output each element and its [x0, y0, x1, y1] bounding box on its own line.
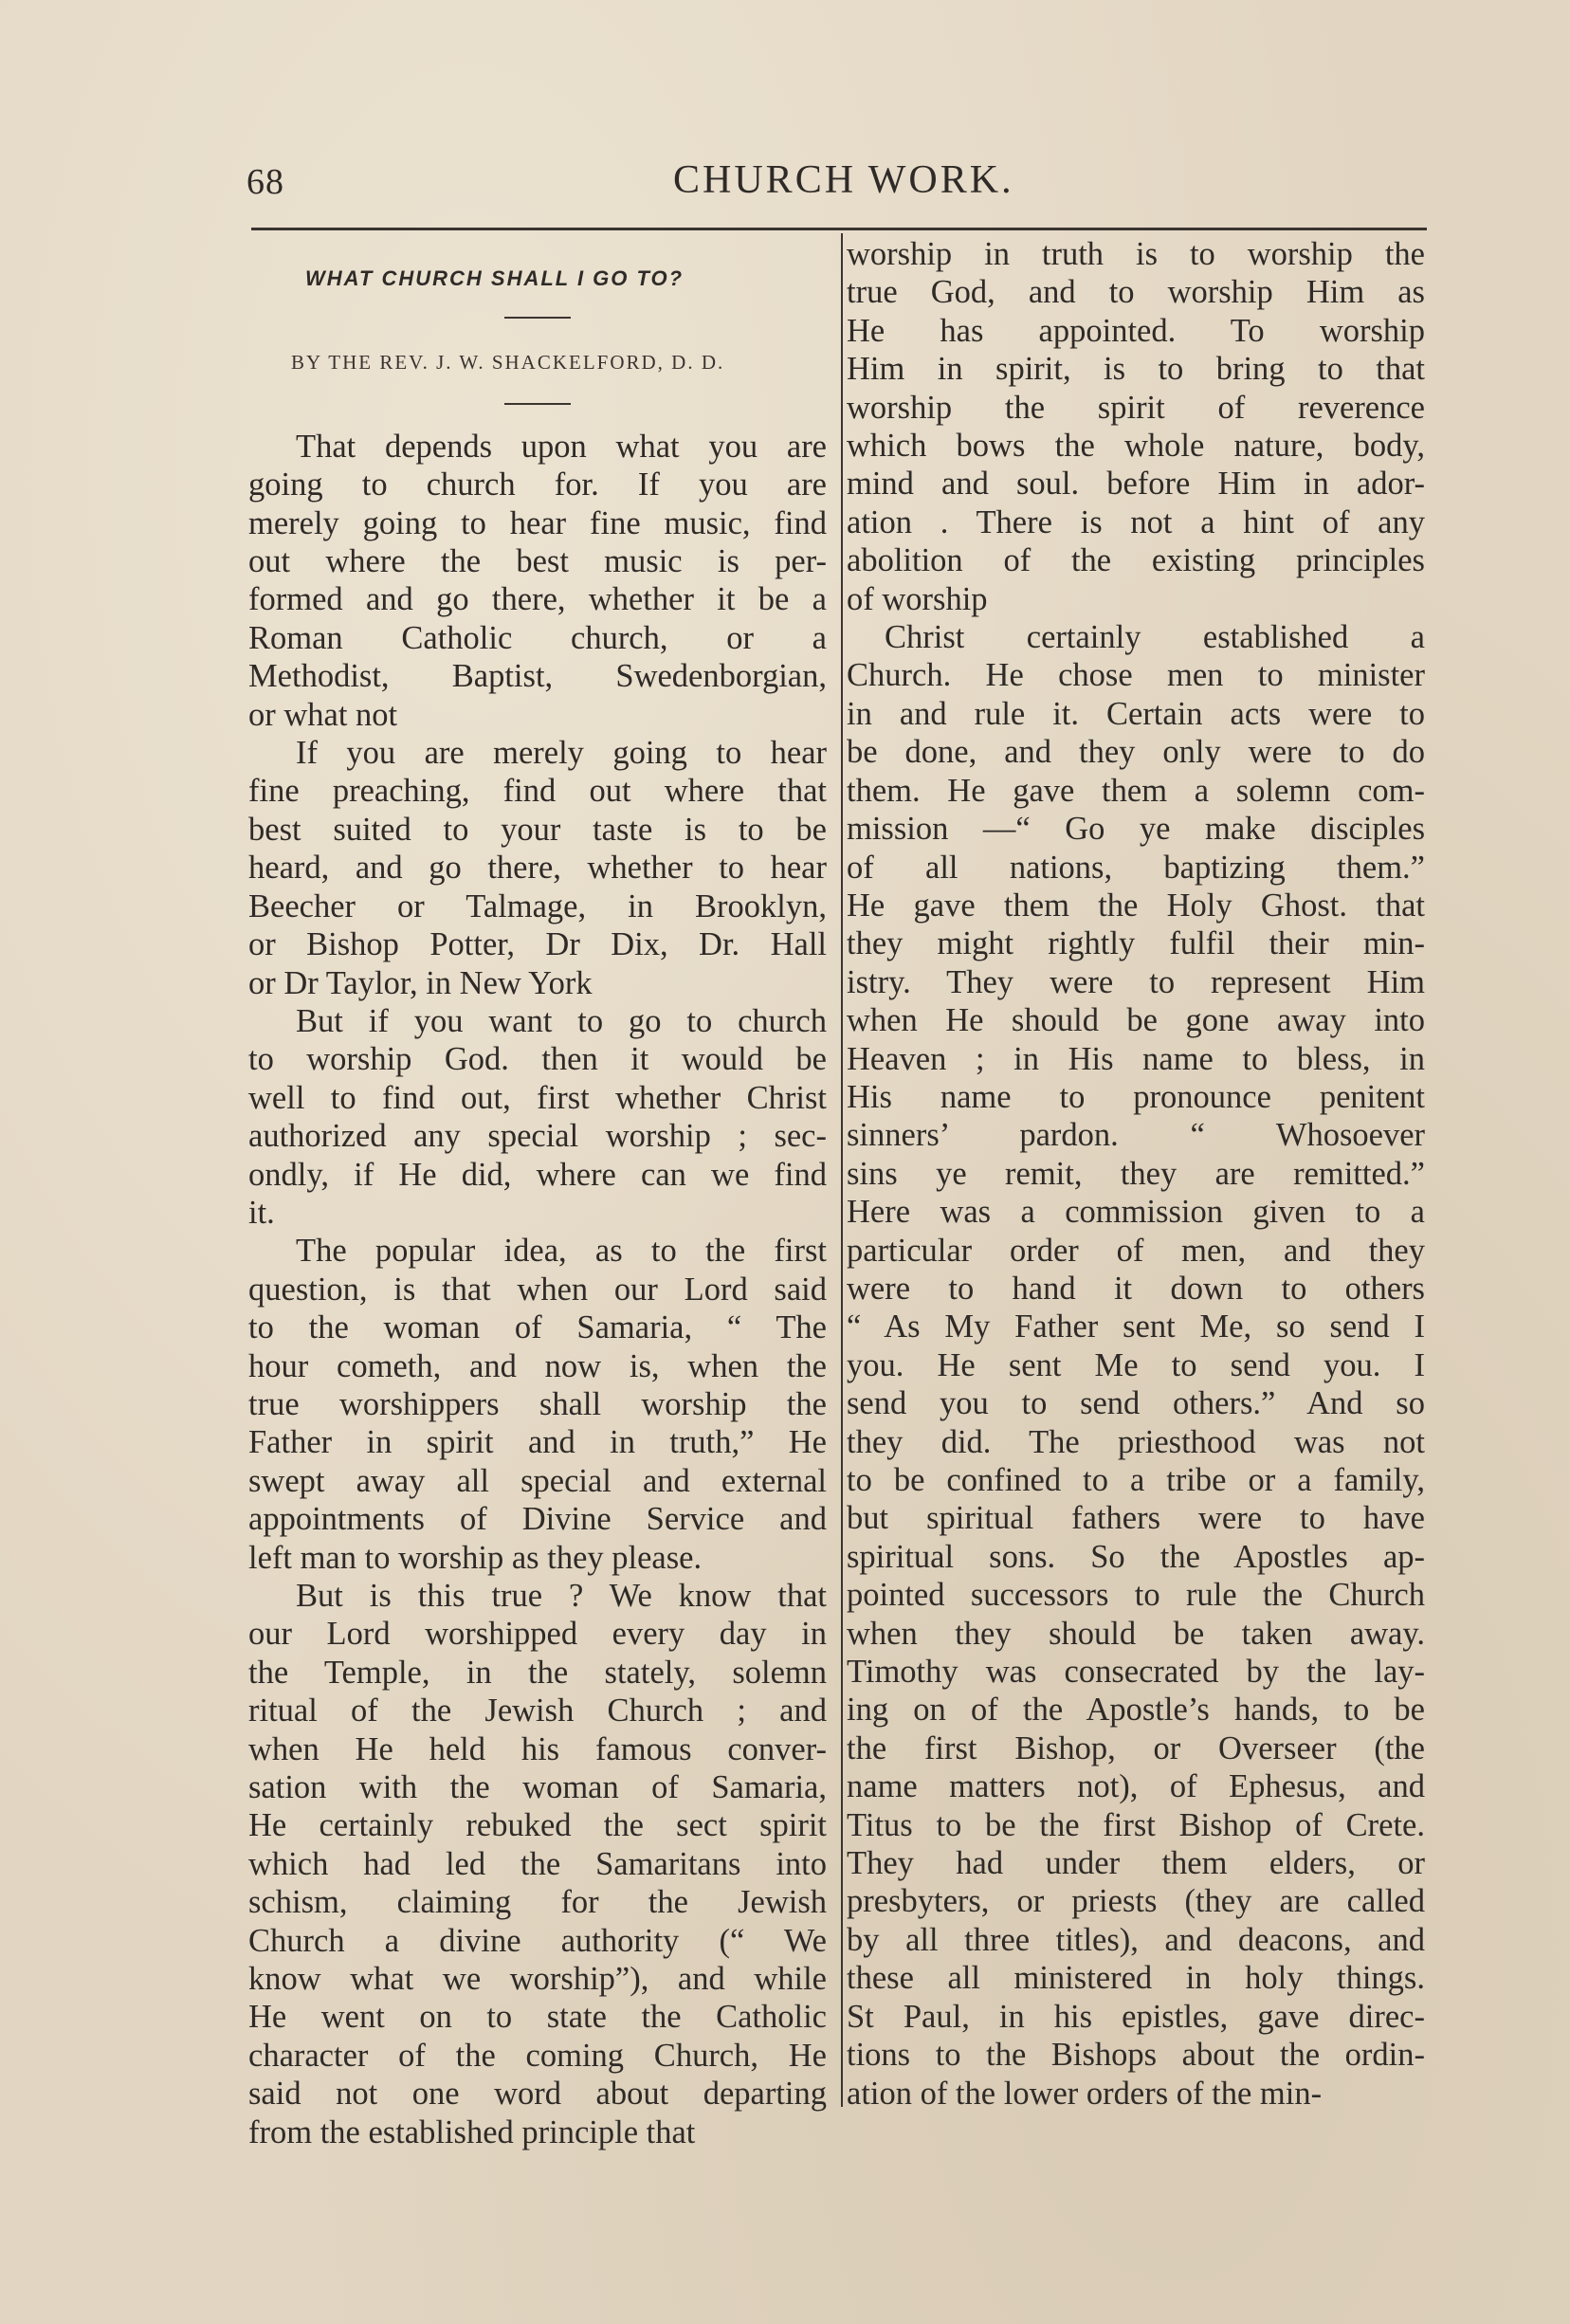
text-line: Church. He chose men to minister [847, 657, 1425, 694]
text-line: Timothy was consecrated by the lay- [847, 1654, 1425, 1691]
text-line: The popular idea, as to the first [296, 1233, 827, 1270]
text-line: true God, and to worship Him as [847, 274, 1425, 311]
text-line: abolition of the existing principles [847, 542, 1425, 579]
paragraph [847, 235, 1425, 618]
text-line: from the established principle that [248, 2114, 696, 2150]
text-line: spiritual sons. So the Apostles ap- [847, 1538, 1425, 1575]
text-line: That depends upon what you are [296, 428, 827, 465]
text-line: ritual of the Jewish Church ; and [248, 1693, 827, 1729]
text-line: by all three titles), and deacons, and [847, 1921, 1425, 1958]
text-line: or Dr Taylor, in New York [248, 964, 593, 1001]
text-line: name matters not), of Ephesus, and [847, 1768, 1425, 1805]
text-line: authorized any special worship ; sec- [248, 1118, 827, 1155]
text-line: question, is that when our Lord said [248, 1271, 827, 1308]
text-line: Christ certainly established a [885, 619, 1425, 656]
text-line: Methodist, Baptist, Swedenborgian, [248, 658, 827, 695]
text-line: But is this true ? We know that [296, 1578, 827, 1614]
text-line: tions to the Bishops about the ordin- [847, 2037, 1425, 2074]
text-line: said not one word about departing [248, 2076, 827, 2113]
text-line: them. He gave them a solemn com- [847, 772, 1425, 809]
text-line: istry. They were to represent Him [847, 963, 1425, 1000]
text-line: sinners’ pardon. “ Whosoever [847, 1117, 1425, 1154]
text-line: they did. The priesthood was not [847, 1423, 1425, 1460]
text-line: well to find out, first whether Christ [248, 1079, 827, 1116]
article-byline: BY THE REV. J. W. SHACKELFORD, D. D. [291, 351, 725, 375]
text-line: to worship God. then it would be [248, 1041, 827, 1078]
text-line: “ As My Father sent Me, so send I [847, 1308, 1425, 1345]
text-line: of worship [847, 580, 988, 617]
text-line: you. He sent Me to send you. I [847, 1346, 1425, 1383]
text-line: St Paul, in his epistles, gave direc- [847, 1998, 1425, 2035]
text-line: Him in spirit, is to bring to that [847, 351, 1425, 388]
text-line: to the woman of Samaria, “ The [248, 1309, 827, 1346]
page-number: 68 [246, 162, 284, 202]
right-column-body [847, 235, 1425, 2113]
text-line: Here was a commission given to a [847, 1194, 1425, 1231]
text-line: it. [248, 1194, 275, 1231]
text-line: He has appointed. To worship [847, 312, 1425, 349]
text-line: schism, claiming for the Jewish [248, 1884, 827, 1921]
text-line: best suited to your taste is to be [248, 811, 827, 848]
text-line: mission —“ Go ye make disciples [847, 811, 1425, 848]
text-line: or what not [248, 696, 398, 733]
text-line: ation of the lower orders of the min- [847, 2075, 1323, 2112]
text-line: going to church for. If you are [248, 467, 827, 503]
text-line: which bows the whole nature, body, [847, 428, 1425, 465]
paragraph [248, 1232, 827, 1577]
header-rule [251, 228, 1427, 230]
text-line: of all nations, baptizing them.” [847, 849, 1425, 886]
paragraph [847, 618, 1425, 2113]
text-line: Father in spirit and in truth,” He [248, 1424, 827, 1461]
text-line: were to hand it down to others [847, 1270, 1425, 1307]
text-line: worship the spirit of reverence [847, 389, 1425, 426]
text-line: mind and soul. before Him in ador- [847, 466, 1425, 503]
text-line: these all ministered in holy things. [847, 1960, 1425, 1997]
text-line: pointed successors to rule the Church [847, 1577, 1425, 1614]
text-line: our Lord worshipped every day in [248, 1616, 827, 1653]
text-line: ation . There is not a hint of any [847, 503, 1425, 540]
text-line: Heaven ; in His name to bless, in [847, 1040, 1425, 1077]
text-line: send you to send others.” And so [847, 1385, 1425, 1422]
text-line: in and rule it. Certain acts were to [847, 695, 1425, 732]
left-column [248, 237, 827, 2150]
text-line: He certainly rebuked the sect spirit [248, 1807, 827, 1844]
text-line: they might rightly fulfil their min- [847, 925, 1425, 962]
byline-rule [504, 403, 571, 405]
text-line: which had led the Samaritans into [248, 1845, 827, 1882]
text-line: He went on to state the Catholic [248, 1999, 827, 2036]
text-line: know what we worship”), and while [248, 1961, 827, 1998]
text-line: true worshippers shall worship the [248, 1385, 827, 1422]
text-line: merely going to hear fine music, find [248, 504, 827, 541]
text-line: Church a divine authority (“ We [248, 1922, 827, 1959]
article-title: WHAT CHURCH SHALL I GO TO? [305, 266, 685, 290]
left-column-body [248, 428, 827, 2151]
text-line: ing on of the Apostle’s hands, to be [847, 1692, 1425, 1729]
text-line: formed and go there, whether it be a [248, 581, 827, 618]
text-line: but spiritual fathers were to have [847, 1500, 1425, 1537]
column-rule [841, 233, 843, 2107]
text-line: presbyters, or priests (they are called [847, 1883, 1425, 1920]
text-line: be done, and they only were to do [847, 734, 1425, 771]
text-line: They had under them elders, or [847, 1845, 1425, 1882]
text-line: the first Bishop, or Overseer (the [847, 1729, 1425, 1766]
text-line: worship in truth is to worship the [847, 236, 1425, 272]
text-line: out where the best music is per- [248, 543, 827, 580]
paragraph [248, 1577, 827, 2151]
title-rule [504, 317, 571, 319]
text-line: fine preaching, find out where that [248, 773, 827, 810]
paragraph [248, 428, 827, 734]
text-line: Beecher or Talmage, in Brooklyn, [248, 888, 827, 924]
text-line: when He held his famous conver- [248, 1730, 827, 1767]
paragraph [248, 1002, 827, 1232]
text-line: Titus to be the first Bishop of Crete. [847, 1806, 1425, 1843]
text-line: ondly, if He did, where can we find [248, 1156, 827, 1193]
text-line: His name to pronounce penitent [847, 1078, 1425, 1115]
text-line: heard, and go there, whether to hear [248, 850, 827, 887]
text-line: sins ye remit, they are remitted.” [847, 1155, 1425, 1192]
text-line: when they should be taken away. [847, 1615, 1425, 1652]
text-line: Roman Catholic church, or a [248, 619, 827, 656]
text-line: appointments of Divine Service and [248, 1501, 827, 1538]
text-line: hour cometh, and now is, when the [248, 1347, 827, 1384]
text-line: If you are merely going to hear [296, 735, 827, 772]
text-line: left man to worship as they please. [248, 1539, 703, 1576]
paragraph [248, 734, 827, 1002]
text-line: when He should be gone away into [847, 1002, 1425, 1039]
text-line: He gave them the Holy Ghost. that [847, 887, 1425, 924]
text-line: or Bishop Potter, Dr Dix, Dr. Hall [248, 926, 827, 963]
text-line: character of the coming Church, He [248, 2037, 827, 2074]
text-line: swept away all special and external [248, 1462, 827, 1499]
right-column [847, 235, 1425, 2113]
running-head: CHURCH WORK. [673, 158, 1014, 202]
text-line: sation with the woman of Samaria, [248, 1769, 827, 1806]
text-line: But if you want to go to church [296, 1002, 827, 1039]
text-line: the Temple, in the stately, solemn [248, 1654, 827, 1691]
text-line: particular order of men, and they [847, 1232, 1425, 1269]
text-line: to be confined to a tribe or a family, [847, 1462, 1425, 1498]
